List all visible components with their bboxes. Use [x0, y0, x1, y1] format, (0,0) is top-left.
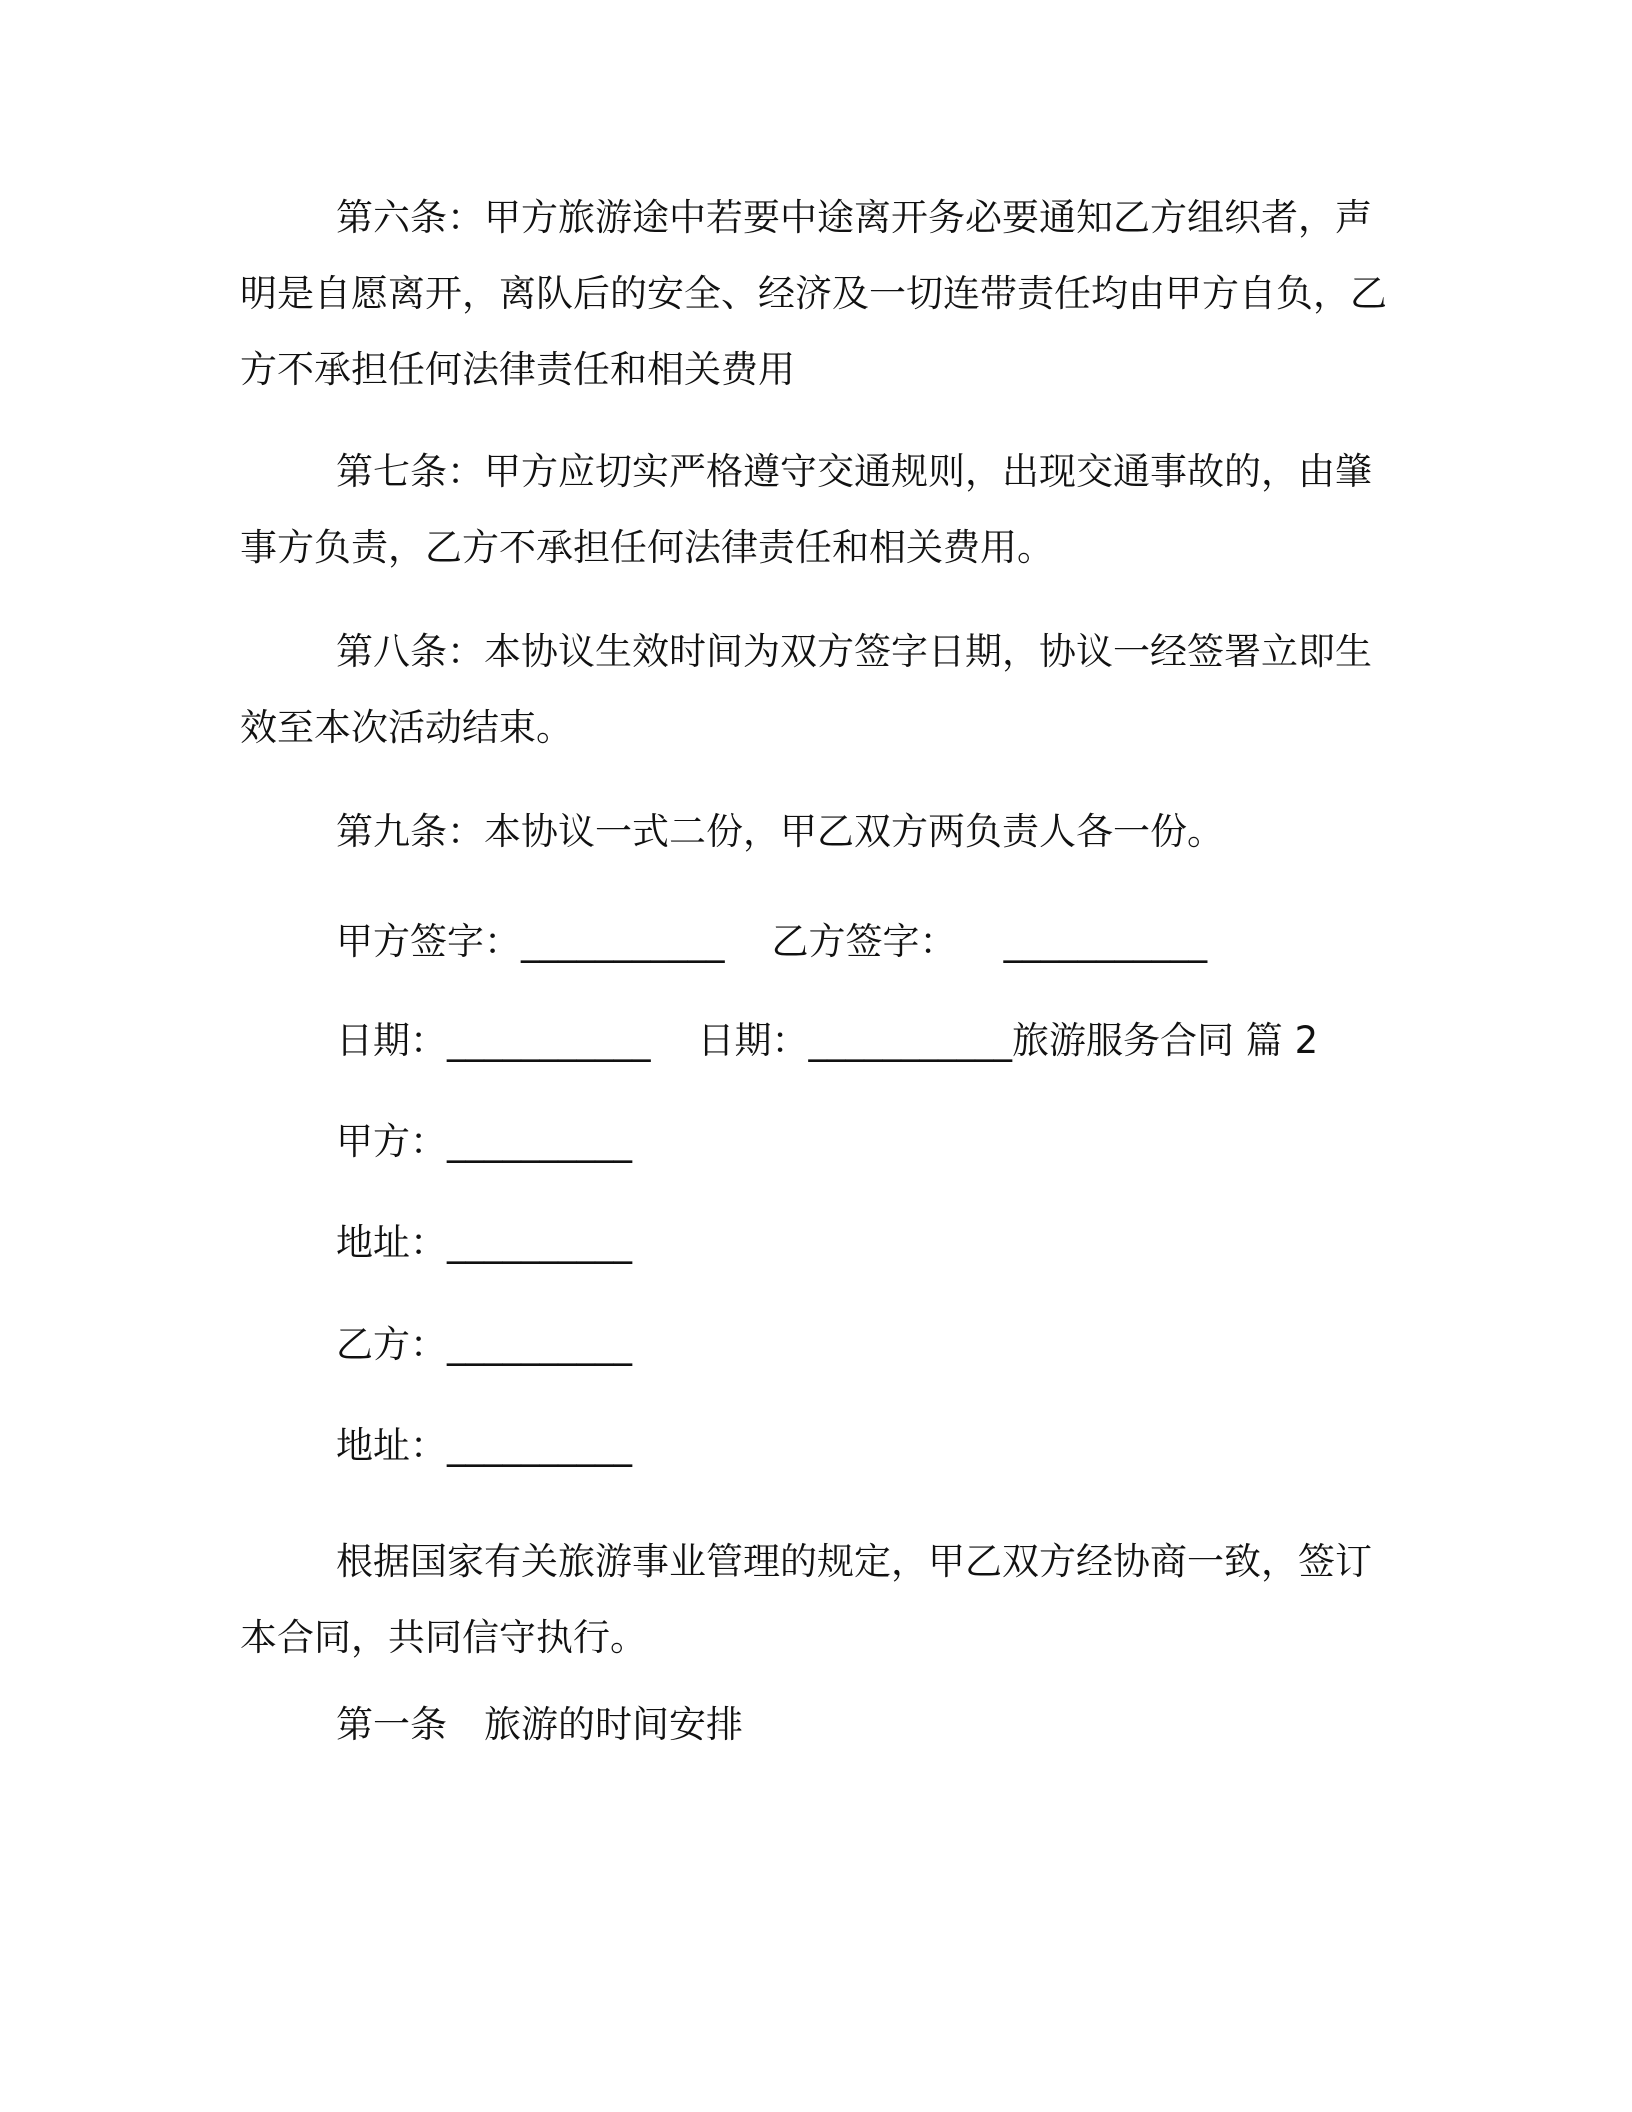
clause-8-paragraph: 第八条：本协议生效时间为双方签字日期，协议一经签署立即生效至本次活动结束。: [240, 630, 1372, 749]
clause-1-heading: 第一条 旅游的时间安排: [336, 1703, 743, 1746]
address-a-field: 地址：__________: [336, 1221, 632, 1264]
address-b-field: 地址：__________: [336, 1424, 632, 1467]
clause-6-paragraph: 第六条：甲方旅游途中若要中途离开务必要通知乙方组织者，声明是自愿离开，离队后的安全、经济及一切连带责任均由甲方自负，乙方不承担任何法律责任和相关费用: [240, 196, 1387, 391]
date-line: 日期：___________ 日期：___________旅游服务合同 篇 2: [336, 1019, 1319, 1062]
party-a-field: 甲方：__________: [336, 1120, 632, 1163]
intro-paragraph: 根据国家有关旅游事业管理的规定，甲乙双方经协商一致，签订本合同，共同信守执行。: [240, 1540, 1372, 1659]
clause-7-paragraph: 第七条：甲方应切实严格遵守交通规则，出现交通事故的，由肇事方负责，乙方不承担任何法律责任和相关费用。: [240, 450, 1372, 569]
clause-9-paragraph: 第九条：本协议一式二份，甲乙双方两负责人各一份。: [336, 810, 1224, 853]
party-b-field: 乙方：__________: [336, 1323, 632, 1366]
signature-line: 甲方签字：___________ 乙方签字： ___________: [336, 920, 1208, 963]
